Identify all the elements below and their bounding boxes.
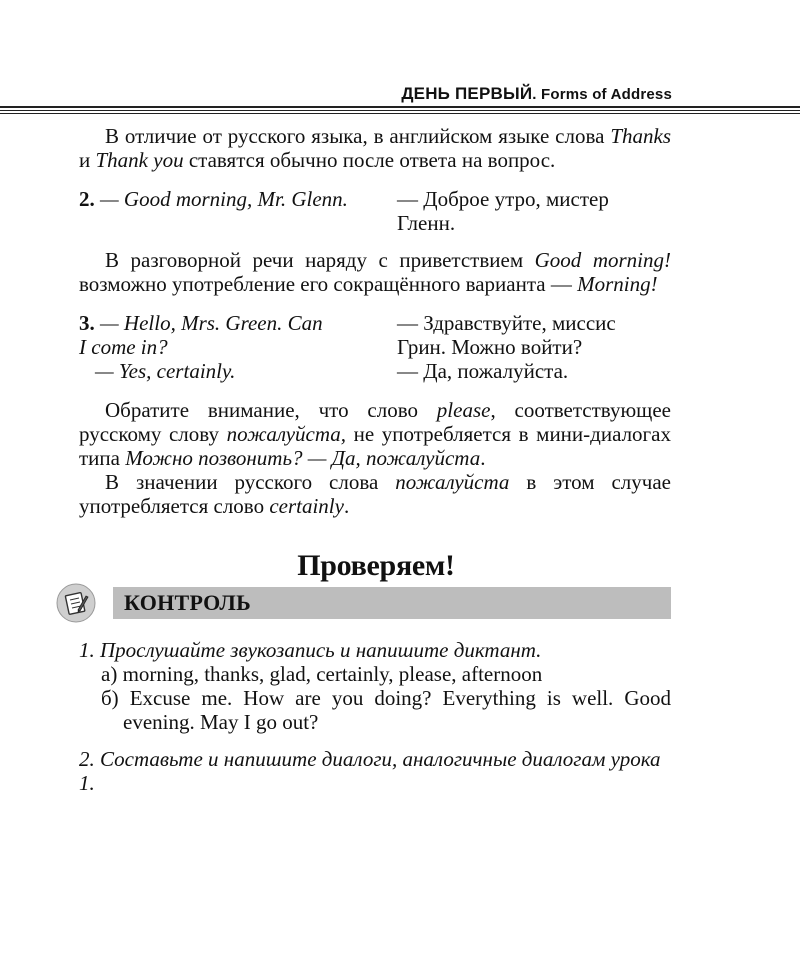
running-head-topic: . Forms of Address xyxy=(532,86,672,103)
task-list xyxy=(79,638,671,795)
running-head-day: ДЕНЬ ПЕРВЫЙ xyxy=(401,84,533,103)
task-1-title: 1. Прослушайте звукозапись и напишите диктант. xyxy=(79,638,542,662)
paragraph-morning: В разговорной речи наряду с приветствием Good morning! возможно употребление его сокращённого варианта — Morning! xyxy=(79,248,671,296)
dialog-2 xyxy=(79,187,671,235)
task-1-a: а) morning, thanks, glad, certainly, please, afternoon xyxy=(101,662,543,686)
control-bar-label: КОНТРОЛЬ xyxy=(124,590,251,615)
header-rule xyxy=(0,106,800,114)
dialog-2-english: 2. — Good morning, Mr. Glenn. xyxy=(79,187,348,211)
dialog-3-english: 3. — Hello, Mrs. Green. Can I come in? — Yes, certainly. xyxy=(79,311,323,383)
dialog-2-russian: — Доброе утро, мистер Гленн. xyxy=(397,187,609,235)
section-title: Проверяем! xyxy=(297,549,455,582)
control-bar xyxy=(113,587,671,619)
paragraph-thanks: В отличие от русского языка, в английском языке слова Thanks и Thank you ставятся обычно после ответа на вопрос. xyxy=(79,124,671,172)
lesson-body xyxy=(79,124,671,518)
paragraph-please: Обратите внимание, что слово please, соответствующее русскому слову пожалуйста, не употребляется в мини-диалогах типа Можно позвонить? — Да, пожалуйста. xyxy=(79,398,671,470)
running-head xyxy=(401,84,672,104)
task-2-title: 2. Составьте и напишите диалоги, аналогичные диалогам урока 1. xyxy=(79,747,661,795)
dialog-3 xyxy=(79,311,671,383)
pencil-notepad-icon xyxy=(56,583,96,623)
task-1-b: б) Excuse me. How are you doing? Everything is well. Good evening. May I go out? xyxy=(101,686,671,734)
paragraph-certainly: В значении русского слова пожалуйста в этом случае употребляется слово certainly. xyxy=(79,470,671,518)
dialog-3-russian: — Здравствуйте, миссис Грин. Можно войти? — Да, пожалуйста. xyxy=(397,311,616,383)
